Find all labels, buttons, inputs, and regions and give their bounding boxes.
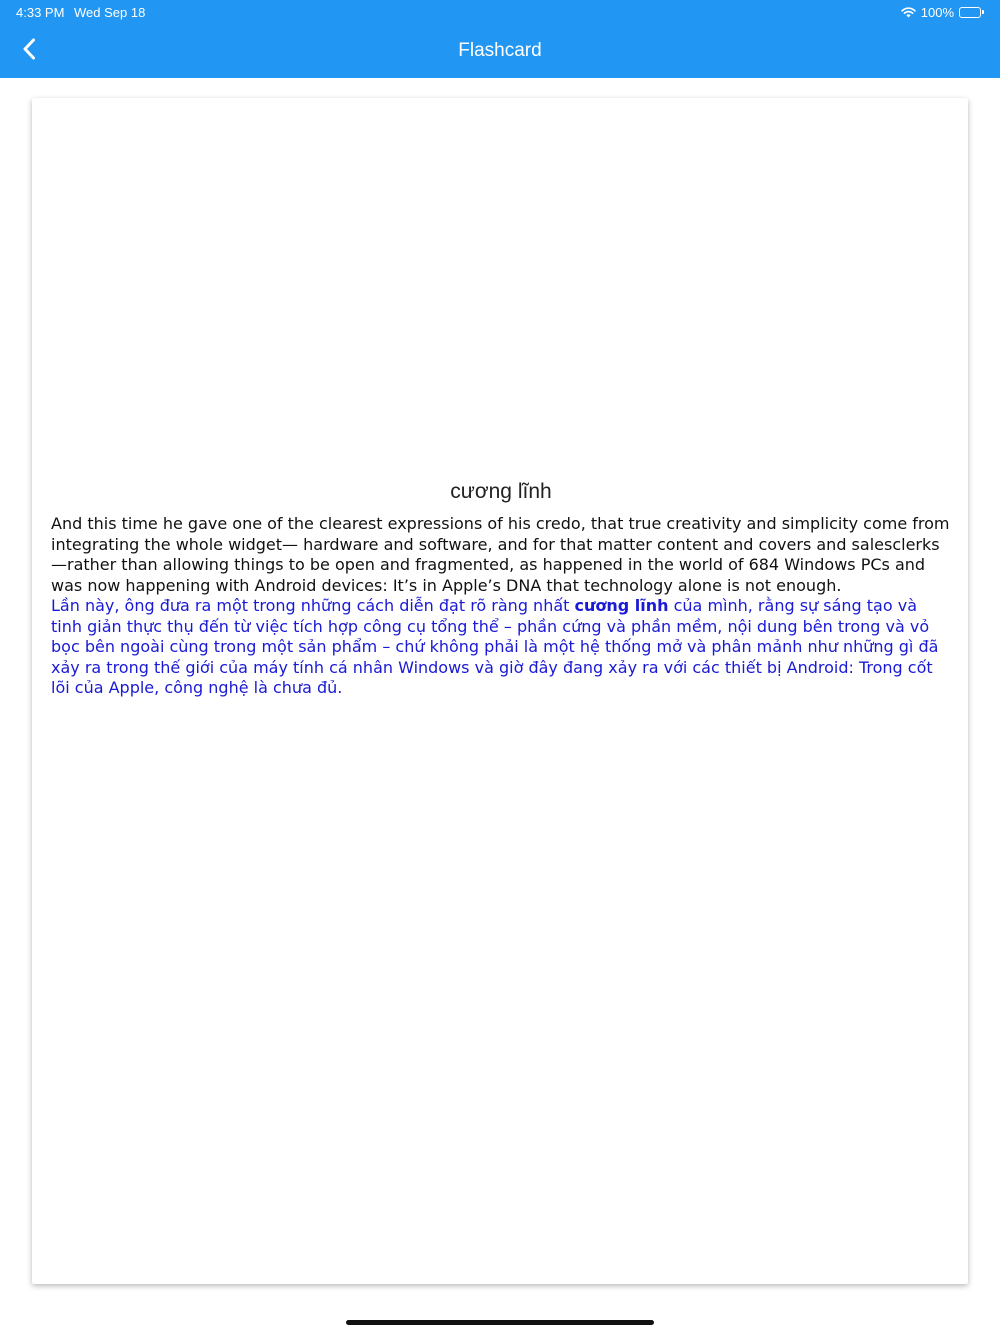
nav-bar xyxy=(0,24,1000,78)
status-time: 4:33 PM xyxy=(16,5,65,20)
battery-percent: 100% xyxy=(920,4,954,20)
flashcard[interactable] xyxy=(32,98,968,1284)
page-title: Flashcard xyxy=(458,40,542,61)
example-vi-after: của mình, rằng sự sáng tạo và tinh giản thực thụ đến từ việc tích hợp công cụ tổng thể – phần cứng và phần mềm, nội dung bên trong và vỏ bọc bên ngoài cùng trong một sản phẩm – chứ không phải là một hệ thống mở và phân mảnh như những gì đã xảy ra trong thế giới của máy tính cá nhân Windows và giờ đây đang xảy ra với các thiết bị Android: Trong cốt lõi của Apple, công nghệ là chưa đủ. xyxy=(51,596,939,697)
wifi-icon xyxy=(901,7,916,18)
example-vi-before: Lần này, ông đưa ra một trong những cách diễn đạt rõ ràng nhất xyxy=(51,596,575,615)
status-indicators xyxy=(901,4,984,20)
flashcard-content xyxy=(51,478,951,699)
battery-icon xyxy=(959,7,984,18)
example-vi-highlight: cương lĩnh xyxy=(574,596,669,615)
status-bar xyxy=(0,0,1000,24)
header xyxy=(0,0,1000,78)
flashcard-word: cương lĩnh xyxy=(450,480,552,503)
example-english: And this time he gave one of the clearest expressions of his credo, that true creativity and simplicity come from integrating the whole widget— hardware and software, and for that matter content and covers and salesclerks—rather than allowing things to be open and fragmented, as happened in the world of 684 Windows PCs and was now happening with Android devices: It’s in Apple’s DNA that technology alone is not enough. xyxy=(51,514,950,595)
home-indicator xyxy=(346,1320,654,1325)
example-vietnamese xyxy=(51,596,951,699)
status-date: Wed Sep 18 xyxy=(74,5,146,20)
